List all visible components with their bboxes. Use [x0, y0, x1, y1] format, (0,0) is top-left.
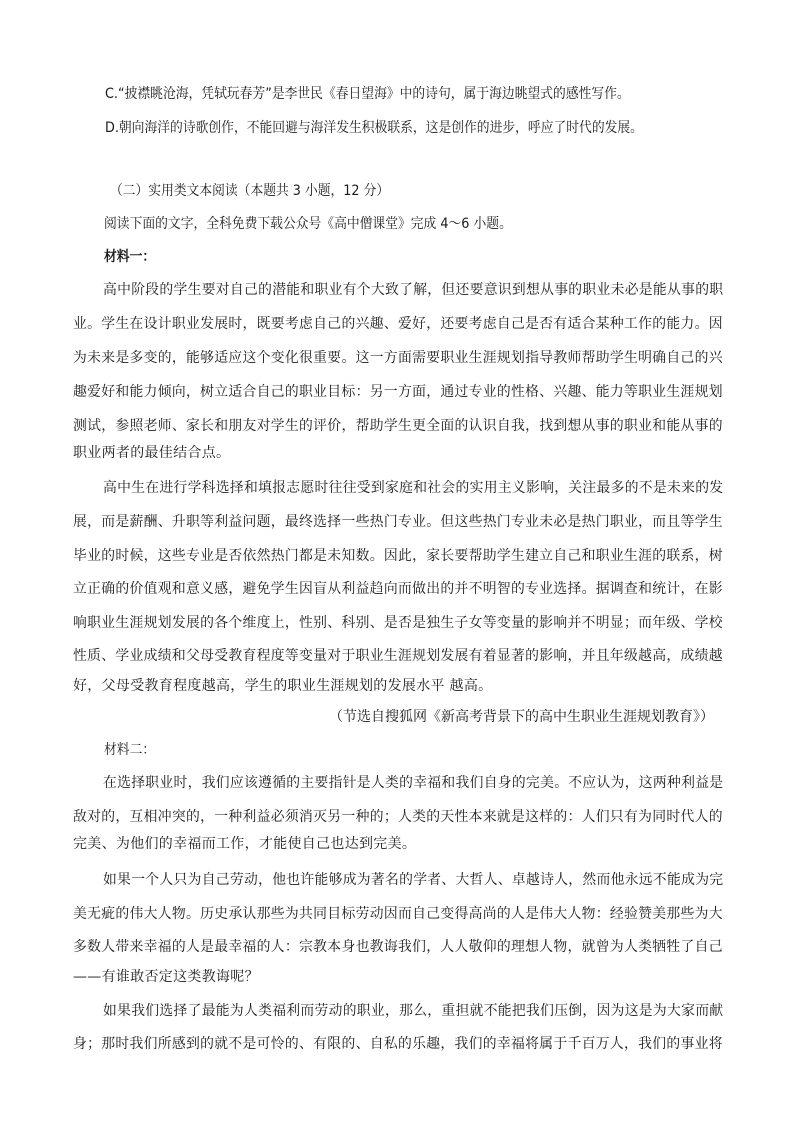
- option-c: C.“披襟眺沧海，凭轼玩春芳”是李世民《春日望海》中的诗句，属于海边眺望式的感性写作。: [105, 86, 630, 102]
- material-2-line: 美无疵的伟大人物。历史承认那些为共同目标劳动因而自己变得高尚的人是伟大人物：经验赞美那些为大: [73, 906, 723, 922]
- material-2-line: 敌对的，互相冲突的，一种利益必须消灭另一种的；人类的天性本来就是这样的：人们只有为同时代人的: [73, 809, 723, 825]
- material-1-title: 材料一：: [104, 249, 156, 265]
- material-1-line: 毕业的时候，这些专业是否依然热门都是未知数。因此，家长要帮助学生建立自己和职业生涯的联系，树: [73, 548, 723, 564]
- material-1-line: 响职业生涯规划发展的各个维度上，性别、科别、是否是独生子女等变量的影响并不明显；而年级、学校: [73, 615, 723, 631]
- material-1-line: 展，而是薪酬、升职等利益问题，最终选择一些热门专业。但这些热门专业未必是热门职业，而且等学生: [73, 514, 723, 530]
- material-1-line: 职业两者的最佳结合点。: [73, 445, 231, 461]
- material-2-line: 完美、为他们的幸福而工作，才能使自己也达到完美。: [73, 836, 417, 852]
- material-1-line: 立正确的价值观和意义感，避免学生因盲从利益趋向而做出的并不明智的专业选择。据调查和统计，在影: [73, 581, 723, 597]
- material-1-line: 业。学生在设计职业发展时，既要考虑自己的兴趣、爱好，还要考虑自己是否有适合某种工作的能力。因: [73, 316, 723, 332]
- material-2-line: 如果一个人只为自己劳动，他也许能够成为著名的学者、大哲人、卓越诗人，然而他永远不能成为完: [103, 872, 724, 888]
- material-1-line: 测试，参照老师、家长和朋友对学生的评价，帮助学生更全面的认识自我，找到想从事的职业和能从事的: [73, 418, 723, 434]
- option-d: D.朝向海洋的诗歌创作，不能回避与海洋发生积极联系，这是创作的进步，呼应了时代的发展。: [105, 120, 643, 136]
- material-1-line: 高中阶段的学生要对自己的潜能和职业有个大致了解，但还要意识到想从事的职业未必是能从事的职: [103, 282, 724, 298]
- material-1-line: 高中生在进行学科选择和填报志愿时往往受到家庭和社会的实用主义影响，关注最多的不是未来的发: [103, 480, 724, 496]
- material-2-line: 多数人带来幸福的人是最幸福的人：宗教本身也教诲我们，人人敬仰的理想人物，就曾为人类牺牲了自己: [73, 939, 723, 955]
- section-heading: （二）实用类文本阅读（本题共 3 小题，12 分）: [110, 183, 390, 199]
- material-2-title: 材料二：: [104, 742, 156, 758]
- material-1-source: （节选自搜狐网《新高考背景下的高中生职业生涯规划教育》）: [329, 709, 714, 725]
- material-1-line: 好，父母受教育程度越高，学生的职业生涯规划的发展水平 越高。: [73, 678, 493, 694]
- section-instruction: 阅读下面的文字，全科免费下载公众号《高中僧课堂》完成 4～6 小题。: [104, 216, 512, 232]
- material-1-line: 为未来是多变的，能够适应这个变化很重要。这一方面需要职业生涯规划指导教师帮助学生明确自己的兴: [73, 350, 723, 366]
- material-2-line: 如果我们选择了最能为人类福利而劳动的职业，那么，重担就不能把我们压倒，因为这是为大家而献: [103, 1003, 724, 1019]
- material-2-line: 在选择职业时，我们应该遵循的主要指针是人类的幸福和我们自身的完美。不应认为，这两种利益是: [103, 775, 724, 791]
- material-1-line: 性质、学业成绩和父母受教育程度等变量对于职业生涯规划发展有着显著的影响，并且年级越高，成绩越: [73, 648, 723, 664]
- material-2-line: ——有谁敢否定这类教诲呢？: [73, 969, 259, 985]
- material-1-line: 趣爱好和能力倾向，树立适合自己的职业目标：另一方面，通过专业的性格、兴趣、能力等职业生涯规划: [73, 384, 723, 400]
- material-2-line: 身；那时我们所感到的就不是可怜的、有限的、自私的乐趣，我们的幸福将属于千百万人，我们的事业将: [73, 1036, 723, 1052]
